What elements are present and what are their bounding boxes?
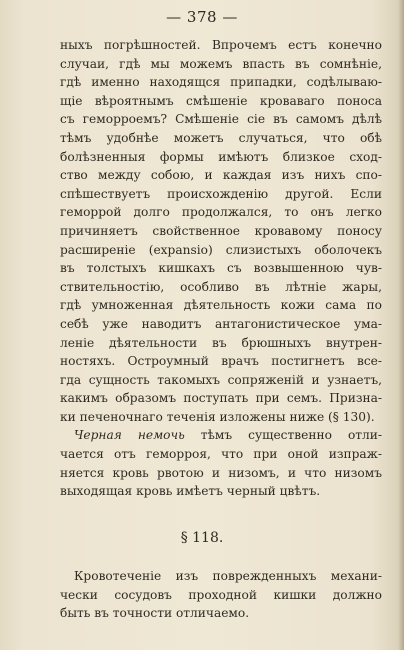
text-line: быть въ точности отличаемо.	[60, 606, 250, 621]
text-line: ностяхъ. Остроумный врачъ постигнетъ все-	[60, 354, 382, 369]
text-line: себѣ уже наводитъ антагонистическое ума-	[60, 316, 382, 331]
text-line: спѣшествуетъ происхожденію другой. Если	[60, 186, 382, 201]
text-line: ки печеночнаго теченія изложены ниже (§ 130).	[60, 409, 375, 424]
text-line: причиняетъ свойственное кровавому поносу	[60, 223, 382, 238]
text-fragment: тѣмъ существенно отли-	[200, 428, 383, 443]
text-line: няется кровь рвотою и низомъ, и что низомъ	[60, 465, 382, 480]
text-line: ныхъ погрѣшностей. Впрочемъ естъ конечно	[60, 38, 382, 52]
page-number: — 378 —	[166, 8, 238, 26]
text-line: расширеніе (expansio) слизистыхъ оболочекъ	[60, 242, 382, 257]
text-line: какимъ образомъ поступать при семъ. Призна-	[60, 391, 382, 406]
text-line: чается отъ геморроя, что при оной изпраж-	[60, 447, 382, 462]
section-heading: § 118.	[180, 530, 224, 546]
paragraph	[60, 36, 382, 426]
text-line: гда сущность такомыхъ сопряженій и узнаетъ,	[60, 372, 382, 387]
text-line: чески сосудовъ проходной кишки должно	[60, 587, 382, 602]
text-line: тѣмъ удобнѣе можетъ случаться, что обѣ	[60, 130, 382, 145]
text-line: ство между собою, и каждая изъ нихъ спо-	[60, 168, 382, 183]
text-line: случаи, гдѣ мы можемъ впасть въ сомнѣніе,	[60, 56, 382, 71]
text-line: выходящая кровь имѣетъ черный цвѣтъ.	[60, 484, 321, 499]
text-line: леніе дѣятельности въ брюшныхъ внутрен-	[60, 335, 382, 350]
text-line: гдѣ умноженная дѣятельность кожи сама по	[60, 298, 382, 313]
text-line: гдѣ именно находящся припадки, содѣлываю-	[60, 75, 382, 90]
text-line	[60, 426, 382, 445]
main-text	[60, 36, 382, 501]
text-line: щіе вѣроятнымъ смѣшеніе кроваваго поноса	[60, 93, 382, 108]
text-line: геморрой долго продолжался, то онъ легко	[60, 205, 382, 220]
text-line: Кровотеченіе изъ поврежденныхъ механи-	[74, 569, 382, 583]
text-line: въ толстыхъ кишкахъ съ возвышенною чув-	[60, 261, 382, 276]
text-line: болѣзненныя формы имѣютъ близкое сход-	[60, 149, 382, 164]
text-line: ствительностію, особливо въ лѣтніе жары,	[60, 279, 382, 294]
paragraph	[60, 426, 382, 500]
text-line: съ геморроемъ? Смѣшеніе сіе въ самомъ дѣлѣ	[60, 112, 382, 127]
section-text	[60, 567, 382, 623]
emphasized-term: Черная немочь	[74, 428, 185, 443]
